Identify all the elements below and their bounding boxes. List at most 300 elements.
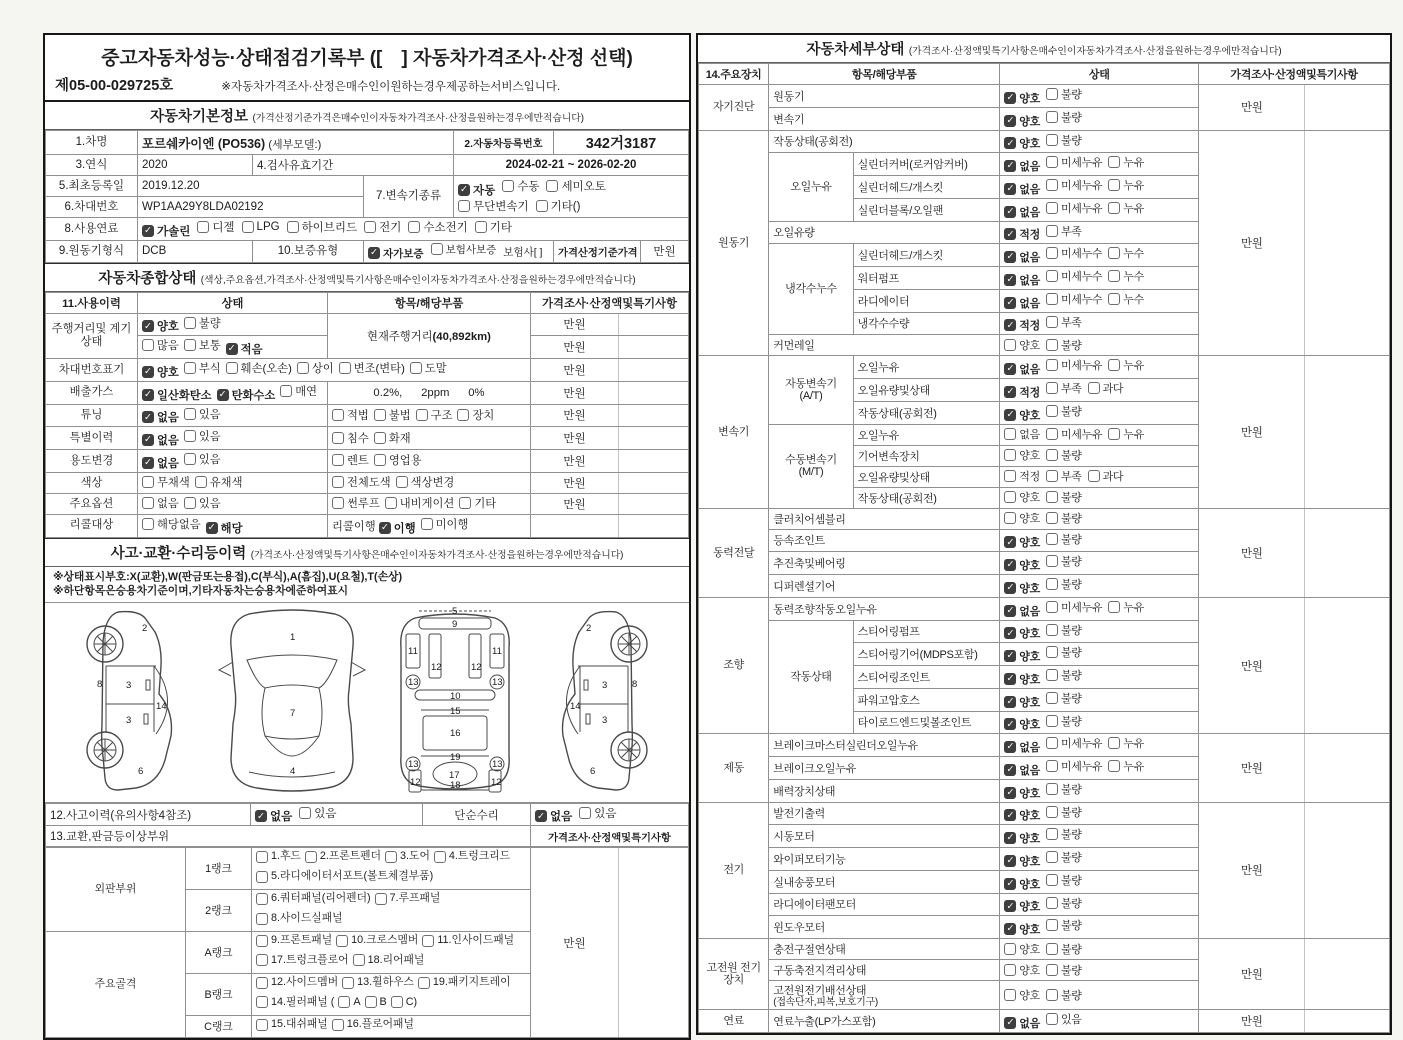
checkbox-14.필러패널 ([interactable] [256, 995, 334, 1011]
checkbox-icon[interactable] [1108, 601, 1120, 613]
checkbox-icon[interactable] [579, 807, 591, 819]
checkbox-적법[interactable] [332, 407, 369, 423]
checkbox-양호[interactable] [1004, 962, 1040, 978]
checkbox-있음[interactable] [184, 406, 221, 422]
checkbox-icon[interactable] [1046, 578, 1058, 590]
checkbox-있음[interactable] [579, 805, 616, 821]
checkbox-icon[interactable] [1046, 156, 1058, 168]
checkbox-미세누유[interactable] [1046, 200, 1102, 216]
checkbox-1.후드[interactable] [256, 849, 301, 865]
checkbox-양호[interactable] [1004, 898, 1040, 914]
checkbox-변조(변타)[interactable] [339, 360, 405, 376]
checkbox-icon[interactable] [1046, 692, 1058, 704]
checkbox-icon[interactable] [1046, 646, 1058, 658]
checkbox-누유[interactable] [1108, 200, 1144, 216]
checkbox-불량[interactable] [1046, 826, 1082, 842]
checkbox-icon[interactable] [364, 221, 376, 233]
checkbox-불량[interactable] [1046, 531, 1082, 547]
checkbox-icon[interactable]: ✓ [379, 522, 391, 534]
checkbox-일산화탄소[interactable] [142, 387, 212, 403]
checkbox-불량[interactable] [1046, 713, 1082, 729]
checkbox-누유[interactable] [1108, 426, 1144, 442]
checkbox-있음[interactable] [184, 495, 221, 511]
checkbox-icon[interactable] [339, 362, 351, 374]
checkbox-불량[interactable] [1046, 86, 1082, 102]
checkbox-불량[interactable] [1046, 941, 1082, 957]
checkbox-icon[interactable]: ✓ [458, 184, 470, 196]
checkbox-icon[interactable]: ✓ [1004, 228, 1016, 240]
checkbox-icon[interactable]: ✓ [1004, 409, 1016, 421]
checkbox-미세누유[interactable] [1046, 177, 1102, 193]
checkbox-누유[interactable] [1108, 599, 1144, 615]
checkbox-icon[interactable] [256, 1019, 268, 1031]
checkbox-icon[interactable]: ✓ [1004, 923, 1016, 935]
checkbox-icon[interactable]: ✓ [1004, 627, 1016, 639]
checkbox-없음[interactable] [1004, 272, 1040, 288]
checkbox-icon[interactable] [536, 200, 548, 212]
checkbox-누수[interactable] [1108, 245, 1144, 261]
checkbox-3.도어[interactable] [385, 849, 430, 865]
checkbox-9.프론트패널[interactable] [256, 933, 332, 949]
checkbox-전체도색[interactable] [332, 474, 391, 490]
checkbox-icon[interactable] [332, 1019, 344, 1031]
checkbox-icon[interactable] [422, 935, 434, 947]
checkbox-불법[interactable] [374, 407, 411, 423]
checkbox-icon[interactable]: ✓ [368, 247, 380, 259]
checkbox-icon[interactable] [1046, 293, 1058, 305]
checkbox-구조[interactable] [416, 407, 453, 423]
checkbox-적정[interactable] [1004, 384, 1040, 400]
checkbox-icon[interactable] [297, 362, 309, 374]
checkbox-icon[interactable] [1108, 359, 1120, 371]
checkbox-양호[interactable] [1004, 648, 1040, 664]
checkbox-양호[interactable] [1004, 489, 1040, 505]
checkbox-icon[interactable] [375, 893, 387, 905]
checkbox-없음[interactable] [142, 455, 179, 471]
checkbox-양호[interactable] [1004, 987, 1040, 1003]
checkbox-icon[interactable] [457, 409, 469, 421]
checkbox-icon[interactable]: ✓ [1004, 251, 1016, 263]
checkbox-적정[interactable] [1004, 468, 1040, 484]
checkbox-icon[interactable]: ✓ [1004, 297, 1016, 309]
checkbox-icon[interactable] [1046, 943, 1058, 955]
checkbox-C)[interactable] [391, 995, 417, 1011]
checkbox-렌트[interactable] [332, 452, 369, 468]
checkbox-icon[interactable] [1004, 512, 1016, 524]
checkbox-icon[interactable] [142, 476, 154, 488]
checkbox-없음[interactable] [142, 409, 179, 425]
checkbox-icon[interactable] [1088, 382, 1100, 394]
checkbox-도말[interactable] [410, 360, 447, 376]
checkbox-13.휠하우스[interactable] [342, 975, 414, 991]
checkbox-icon[interactable]: ✓ [206, 522, 218, 534]
checkbox-과다[interactable] [1088, 468, 1124, 484]
checkbox-icon[interactable] [184, 430, 196, 442]
checkbox-미세누유[interactable] [1046, 599, 1102, 615]
checkbox-icon[interactable] [1046, 806, 1058, 818]
checkbox-icon[interactable] [1046, 382, 1058, 394]
checkbox-icon[interactable] [342, 977, 354, 989]
checkbox-icon[interactable] [408, 221, 420, 233]
checkbox-있음[interactable] [184, 451, 221, 467]
checkbox-누유[interactable] [1108, 154, 1144, 170]
checkbox-10.크로스멤버[interactable] [336, 933, 418, 949]
checkbox-디젤[interactable] [197, 219, 234, 235]
checkbox-없음[interactable] [1004, 295, 1040, 311]
checkbox-icon[interactable] [1004, 428, 1016, 440]
checkbox-icon[interactable] [332, 497, 344, 509]
checkbox-없음[interactable] [1004, 1015, 1040, 1031]
checkbox-양호[interactable] [1004, 785, 1040, 801]
checkbox-부식[interactable] [184, 360, 221, 376]
checkbox-icon[interactable] [256, 871, 268, 883]
checkbox-icon[interactable] [1108, 428, 1120, 440]
checkbox-icon[interactable] [1046, 512, 1058, 524]
checkbox-icon[interactable] [1046, 225, 1058, 237]
checkbox-기타[interactable] [475, 219, 512, 235]
checkbox-적음[interactable] [226, 341, 263, 357]
checkbox-양호[interactable] [1004, 671, 1040, 687]
checkbox-누수[interactable] [1108, 268, 1144, 284]
checkbox-불량[interactable] [1046, 962, 1082, 978]
checkbox-미세누수[interactable] [1046, 245, 1102, 261]
checkbox-icon[interactable] [1108, 179, 1120, 191]
checkbox-없음[interactable] [1004, 158, 1040, 174]
checkbox-불량[interactable] [1046, 510, 1082, 526]
checkbox-상이[interactable] [297, 360, 334, 376]
checkbox-icon[interactable] [396, 476, 408, 488]
checkbox-가솔린[interactable] [142, 223, 190, 239]
checkbox-icon[interactable] [365, 996, 377, 1008]
checkbox-icon[interactable]: ✓ [1004, 363, 1016, 375]
checkbox-없음[interactable] [255, 808, 292, 824]
checkbox-icon[interactable] [1046, 270, 1058, 282]
checkbox-icon[interactable] [1108, 760, 1120, 772]
checkbox-icon[interactable]: ✓ [1004, 1017, 1016, 1029]
checkbox-많음[interactable] [142, 337, 179, 353]
checkbox-없음[interactable] [1004, 249, 1040, 265]
checkbox-icon[interactable]: ✓ [1004, 673, 1016, 685]
checkbox-양호[interactable] [1004, 921, 1040, 937]
checkbox-icon[interactable] [502, 180, 514, 192]
checkbox-icon[interactable] [1004, 943, 1016, 955]
checkbox-미세누유[interactable] [1046, 357, 1102, 373]
checkbox-불량[interactable] [1046, 804, 1082, 820]
checkbox-불량[interactable] [1046, 917, 1082, 933]
checkbox-양호[interactable] [1004, 694, 1040, 710]
checkbox-icon[interactable] [1108, 202, 1120, 214]
checkbox-2.프론트펜더[interactable] [305, 849, 381, 865]
checkbox-보험사보증[interactable] [431, 242, 497, 257]
checkbox-17.트렁크플로어[interactable] [256, 953, 349, 969]
checkbox-미세누수[interactable] [1046, 268, 1102, 284]
checkbox-icon[interactable] [1046, 760, 1058, 772]
checkbox-icon[interactable]: ✓ [1004, 536, 1016, 548]
checkbox-icon[interactable] [1046, 989, 1058, 1001]
checkbox-누유[interactable] [1108, 357, 1144, 373]
checkbox-icon[interactable] [1046, 1013, 1058, 1025]
checkbox-icon[interactable] [1046, 851, 1058, 863]
checkbox-icon[interactable] [1046, 339, 1058, 351]
checkbox-icon[interactable] [1088, 470, 1100, 482]
checkbox-불량[interactable] [1046, 576, 1082, 592]
checkbox-icon[interactable] [1046, 715, 1058, 727]
checkbox-icon[interactable] [374, 454, 386, 466]
checkbox-icon[interactable]: ✓ [1004, 809, 1016, 821]
checkbox-icon[interactable] [1046, 919, 1058, 931]
checkbox-icon[interactable] [299, 807, 311, 819]
checkbox-icon[interactable] [1046, 555, 1058, 567]
checkbox-미이행[interactable] [421, 516, 469, 532]
checkbox-icon[interactable]: ✓ [1004, 787, 1016, 799]
checkbox-누유[interactable] [1108, 735, 1144, 751]
checkbox-icon[interactable] [142, 518, 154, 530]
checkbox-불량[interactable] [1046, 895, 1082, 911]
checkbox-icon[interactable]: ✓ [1004, 115, 1016, 127]
checkbox-icon[interactable] [546, 180, 558, 192]
checkbox-icon[interactable]: ✓ [217, 389, 229, 401]
checkbox-icon[interactable] [184, 317, 196, 329]
checkbox-icon[interactable] [184, 497, 196, 509]
checkbox-양호[interactable] [1004, 135, 1040, 151]
checkbox-색상변경[interactable] [396, 474, 455, 490]
checkbox-양호[interactable] [1004, 876, 1040, 892]
checkbox-icon[interactable] [416, 409, 428, 421]
checkbox-불량[interactable] [1046, 553, 1082, 569]
checkbox-icon[interactable]: ✓ [1004, 160, 1016, 172]
checkbox-없음[interactable] [1004, 361, 1040, 377]
checkbox-icon[interactable]: ✓ [1004, 183, 1016, 195]
checkbox-해당[interactable] [206, 520, 243, 536]
checkbox-icon[interactable] [1046, 316, 1058, 328]
checkbox-icon[interactable] [434, 851, 446, 863]
checkbox-icon[interactable] [332, 476, 344, 488]
checkbox-icon[interactable] [1046, 470, 1058, 482]
checkbox-11.인사이드패널[interactable] [422, 933, 514, 949]
checkbox-icon[interactable]: ✓ [535, 810, 547, 822]
checkbox-icon[interactable]: ✓ [1004, 900, 1016, 912]
checkbox-icon[interactable] [184, 408, 196, 420]
checkbox-icon[interactable] [374, 432, 386, 444]
checkbox-양호[interactable] [1004, 337, 1040, 353]
checkbox-영업용[interactable] [374, 452, 422, 468]
checkbox-icon[interactable]: ✓ [1004, 650, 1016, 662]
checkbox-불량[interactable] [1046, 781, 1082, 797]
checkbox-icon[interactable] [142, 497, 154, 509]
checkbox-icon[interactable] [280, 385, 292, 397]
checkbox-썬루프[interactable] [332, 495, 380, 511]
checkbox-없음[interactable] [142, 495, 179, 511]
checkbox-icon[interactable]: ✓ [142, 411, 154, 423]
checkbox-양호[interactable] [1004, 580, 1040, 596]
checkbox-icon[interactable] [197, 221, 209, 233]
checkbox-미세누수[interactable] [1046, 291, 1102, 307]
checkbox-불량[interactable] [1046, 447, 1082, 463]
checkbox-icon[interactable] [475, 221, 487, 233]
checkbox-부족[interactable] [1046, 314, 1082, 330]
checkbox-icon[interactable]: ✓ [1004, 718, 1016, 730]
checkbox-icon[interactable] [458, 200, 470, 212]
checkbox-icon[interactable] [1046, 88, 1058, 100]
checkbox-부족[interactable] [1046, 223, 1082, 239]
checkbox-적정[interactable] [1004, 226, 1040, 242]
checkbox-미세누유[interactable] [1046, 426, 1102, 442]
checkbox-icon[interactable] [1108, 247, 1120, 259]
checkbox-icon[interactable] [1046, 111, 1058, 123]
checkbox-icon[interactable] [226, 362, 238, 374]
checkbox-보통[interactable] [184, 337, 221, 353]
checkbox-icon[interactable] [431, 243, 443, 255]
checkbox-icon[interactable]: ✓ [1004, 696, 1016, 708]
checkbox-icon[interactable] [1046, 624, 1058, 636]
checkbox-불량[interactable] [1046, 403, 1082, 419]
checkbox-icon[interactable] [256, 977, 268, 989]
checkbox-icon[interactable] [256, 954, 268, 966]
checkbox-icon[interactable] [459, 497, 471, 509]
checkbox-침수[interactable] [332, 430, 369, 446]
checkbox-유채색[interactable] [195, 474, 243, 490]
checkbox-icon[interactable]: ✓ [1004, 582, 1016, 594]
checkbox-있음[interactable] [184, 428, 221, 444]
checkbox-화재[interactable] [374, 430, 411, 446]
checkbox-icon[interactable] [1046, 601, 1058, 613]
checkbox-없음[interactable] [1004, 426, 1040, 442]
checkbox-icon[interactable]: ✓ [1004, 855, 1016, 867]
checkbox-불량[interactable] [1046, 132, 1082, 148]
checkbox-icon[interactable]: ✓ [142, 389, 154, 401]
checkbox-icon[interactable]: ✓ [1004, 92, 1016, 104]
checkbox-icon[interactable] [1046, 897, 1058, 909]
checkbox-없음[interactable] [1004, 762, 1040, 778]
checkbox-icon[interactable] [1046, 737, 1058, 749]
checkbox-icon[interactable] [1046, 405, 1058, 417]
checkbox-양호[interactable] [1004, 407, 1040, 423]
checkbox-부족[interactable] [1046, 468, 1082, 484]
checkbox-양호[interactable] [1004, 557, 1040, 573]
checkbox-icon[interactable]: ✓ [1004, 137, 1016, 149]
checkbox-icon[interactable] [1108, 156, 1120, 168]
checkbox-없음[interactable] [1004, 204, 1040, 220]
checkbox-icon[interactable] [1046, 964, 1058, 976]
checkbox-icon[interactable] [184, 362, 196, 374]
checkbox-icon[interactable] [1046, 828, 1058, 840]
checkbox-icon[interactable] [332, 432, 344, 444]
checkbox-불량[interactable] [1046, 644, 1082, 660]
checkbox-icon[interactable]: ✓ [1004, 386, 1016, 398]
checkbox-icon[interactable] [287, 221, 299, 233]
checkbox-icon[interactable]: ✓ [1004, 274, 1016, 286]
checkbox-icon[interactable]: ✓ [142, 320, 154, 332]
checkbox-icon[interactable] [336, 935, 348, 947]
checkbox-icon[interactable] [256, 913, 268, 925]
checkbox-12.사이드멤버[interactable] [256, 975, 338, 991]
checkbox-장치[interactable] [457, 407, 494, 423]
checkbox-7.루프패널[interactable] [375, 891, 441, 907]
checkbox-16.플로어패널[interactable] [332, 1017, 414, 1033]
checkbox-불량[interactable] [1046, 987, 1082, 1003]
checkbox-icon[interactable] [1046, 491, 1058, 503]
checkbox-icon[interactable] [256, 851, 268, 863]
checkbox-icon[interactable]: ✓ [226, 343, 238, 355]
checkbox-무채색[interactable] [142, 474, 190, 490]
checkbox-과다[interactable] [1088, 380, 1124, 396]
checkbox-양호[interactable] [1004, 716, 1040, 732]
checkbox-icon[interactable] [305, 851, 317, 863]
checkbox-이행[interactable] [379, 520, 416, 536]
checkbox-미세누유[interactable] [1046, 154, 1102, 170]
checkbox-없음[interactable] [142, 432, 179, 448]
checkbox-icon[interactable]: ✓ [142, 434, 154, 446]
checkbox-icon[interactable] [1108, 293, 1120, 305]
checkbox-icon[interactable] [1046, 874, 1058, 886]
checkbox-icon[interactable] [1004, 449, 1016, 461]
checkbox-icon[interactable] [1046, 134, 1058, 146]
checkbox-없음[interactable] [535, 808, 572, 824]
checkbox-자가보증[interactable] [368, 246, 424, 261]
checkbox-부족[interactable] [1046, 380, 1082, 396]
checkbox-icon[interactable]: ✓ [142, 457, 154, 469]
checkbox-매연[interactable] [280, 383, 317, 399]
checkbox-누유[interactable] [1108, 177, 1144, 193]
checkbox-양호[interactable] [1004, 447, 1040, 463]
checkbox-icon[interactable]: ✓ [1004, 559, 1016, 571]
checkbox-icon[interactable]: ✓ [1004, 764, 1016, 776]
checkbox-양호[interactable] [1004, 941, 1040, 957]
checkbox-불량[interactable] [1046, 872, 1082, 888]
checkbox-icon[interactable] [1004, 339, 1016, 351]
checkbox-양호[interactable] [1004, 625, 1040, 641]
checkbox-무단변속기[interactable] [458, 198, 529, 214]
checkbox-icon[interactable] [1004, 470, 1016, 482]
checkbox-수소전기[interactable] [408, 219, 467, 235]
checkbox-양호[interactable] [142, 364, 179, 380]
checkbox-icon[interactable]: ✓ [255, 810, 267, 822]
checkbox-icon[interactable]: ✓ [1004, 206, 1016, 218]
checkbox-icon[interactable] [353, 954, 365, 966]
checkbox-icon[interactable] [1046, 533, 1058, 545]
checkbox-icon[interactable] [332, 454, 344, 466]
checkbox-icon[interactable] [256, 996, 268, 1008]
checkbox-icon[interactable] [1046, 669, 1058, 681]
checkbox-icon[interactable] [1046, 428, 1058, 440]
checkbox-icon[interactable] [1046, 359, 1058, 371]
checkbox-icon[interactable] [1046, 783, 1058, 795]
checkbox-양호[interactable] [1004, 510, 1040, 526]
checkbox-6.쿼터패널(리어펜더)[interactable] [256, 891, 371, 907]
checkbox-icon[interactable] [1046, 449, 1058, 461]
checkbox-icon[interactable]: ✓ [1004, 741, 1016, 753]
checkbox-icon[interactable]: ✓ [142, 225, 154, 237]
checkbox-18.리어패널[interactable] [353, 953, 425, 969]
checkbox-icon[interactable] [1046, 202, 1058, 214]
checkbox-탄화수소[interactable] [217, 387, 276, 403]
checkbox-양호[interactable] [1004, 90, 1040, 106]
checkbox-icon[interactable] [421, 518, 433, 530]
checkbox-icon[interactable] [142, 339, 154, 351]
checkbox-icon[interactable] [1046, 247, 1058, 259]
checkbox-icon[interactable] [195, 476, 207, 488]
checkbox-icon[interactable] [184, 339, 196, 351]
checkbox-해당없음[interactable] [142, 516, 201, 532]
checkbox-icon[interactable] [418, 977, 430, 989]
checkbox-15.대쉬패널[interactable] [256, 1017, 328, 1033]
checkbox-양호[interactable] [1004, 534, 1040, 550]
checkbox-기타[interactable] [459, 495, 496, 511]
checkbox-5.라디에이터서포트(볼트체결부품)[interactable] [256, 869, 433, 885]
checkbox-없음[interactable] [1004, 603, 1040, 619]
checkbox-누유[interactable] [1108, 758, 1144, 774]
checkbox-icon[interactable] [1004, 964, 1016, 976]
